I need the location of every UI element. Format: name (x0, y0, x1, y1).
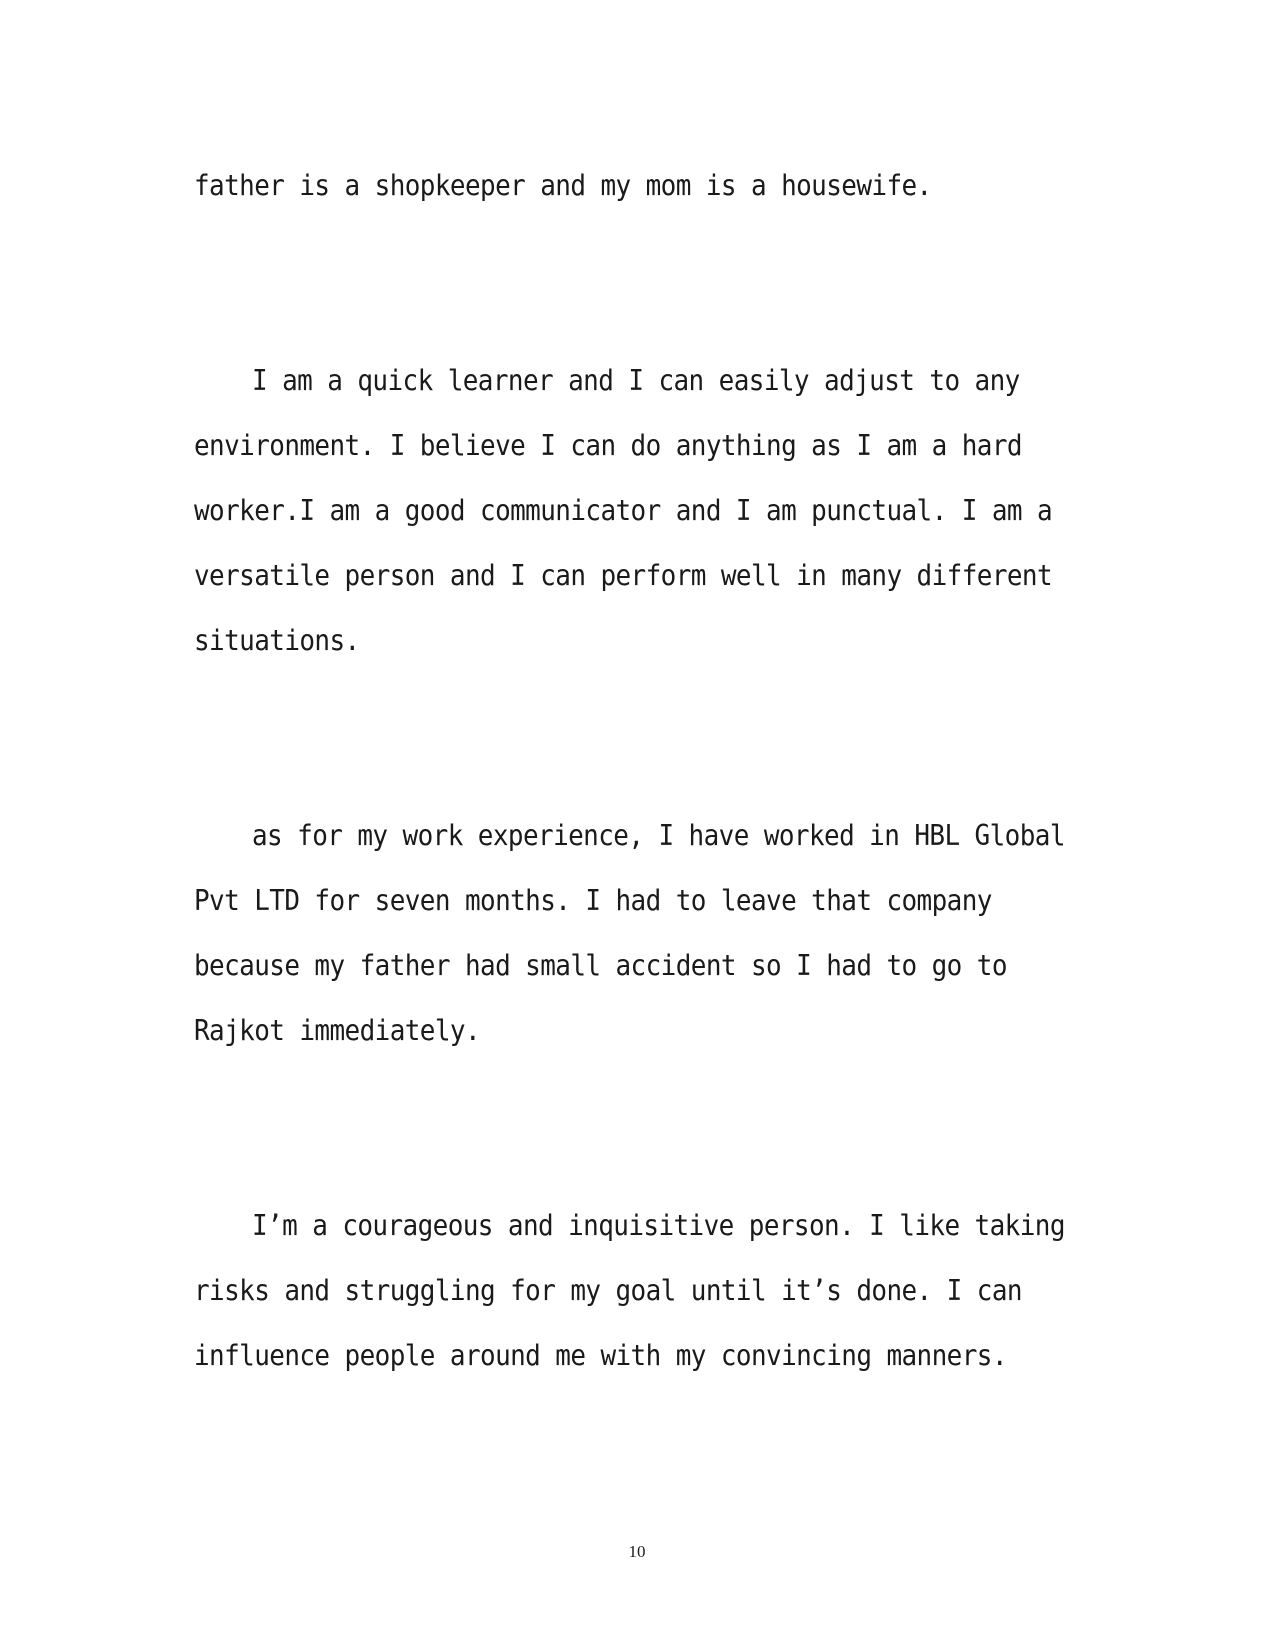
paragraph-2-line-2: environment. I believe I can do anything as I am a hard (194, 430, 1022, 463)
paragraph-3-line-3: because my father had small accident so I had to go to (194, 950, 1007, 983)
paragraph-4-line-3: influence people around me with my convincing manners. (194, 1340, 1007, 1373)
paragraph-3-line-4: Rajkot immediately. (194, 1015, 481, 1048)
paragraph-2-line-1: I am a quick learner and I can easily adjust to any (252, 365, 1020, 398)
paragraph-3-line-1: as for my work experience, I have worked in HBL Global (252, 820, 1065, 853)
paragraph-2-line-3: worker.I am a good communicator and I am punctual. I am a (194, 495, 1053, 528)
paragraph-2-line-4: versatile person and I can perform well in many different (194, 560, 1053, 593)
paragraph-3-line-2: Pvt LTD for seven months. I had to leave that company (194, 885, 992, 918)
paragraph-4-line-1: I’m a courageous and inquisitive person. I like taking (252, 1210, 1065, 1243)
paragraph-1-line-1: father is a shopkeeper and my mom is a housewife. (194, 170, 932, 203)
page-number: 10 (628, 1542, 646, 1561)
paragraph-2-line-5: situations. (194, 625, 360, 658)
paragraph-4-line-2: risks and struggling for my goal until it’s done. I can (194, 1275, 1022, 1308)
